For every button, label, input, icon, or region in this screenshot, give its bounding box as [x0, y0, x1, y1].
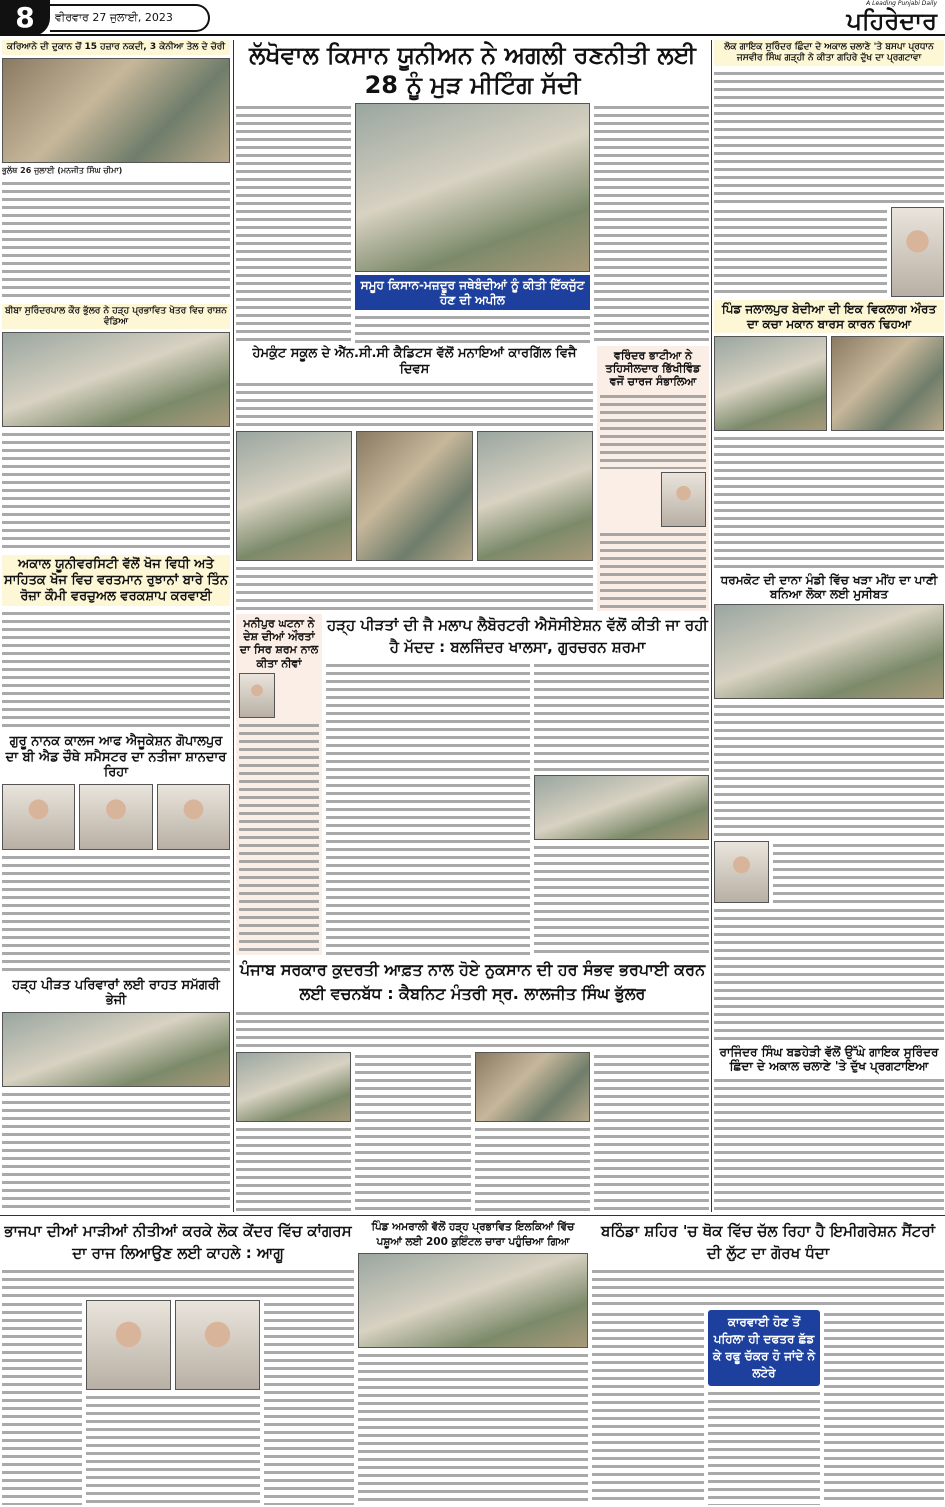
page-number: 8 — [0, 0, 50, 36]
article-text — [2, 609, 230, 731]
headline-akal-university: ਅਕਾਲ ਯੂਨੀਵਰਸਿਟੀ ਵੱਲੋਂ ਖੋਜ ਵਿਧੀ ਅਤੇ ਸਾਹਿਤਕ ਖੋਜ ਵਿਚ ਵਰਤਮਾਨ ਰੁਝਾਨਾਂ ਬਾਰੇ ਤਿੰਨ ਰੋਜ਼ਾ ਕੌਮੀ ਵਰਚੁਅਲ ਵਰਕਸ਼ਾਪ ਕਰਵਾਈ — [2, 555, 230, 606]
headline-jalalpur: ਪਿੰਡ ਜਲਾਲਪੁਰ ਬੇਦੀਆ ਦੀ ਇਕ ਵਿਕਲਾਗ ਔਰਤ ਦਾ ਕਚਾ ਮਕਾਨ ਬਾਰਸ ਕਾਰਨ ਢਿਹਆ — [714, 300, 944, 333]
headline-bsp-condolence: ਲੋਕ ਗਾਇਕ ਸੁਰਿੰਦਰ ਛਿੰਦਾ ਦੇ ਅਕਾਲ ਚਲਾਣੇ 'ਤੇ ਬਸਪਾ ਪ੍ਰਧਾਨ ਜਸਵੀਰ ਸਿੰਘ ਗੜ੍ਹੀ ਨੇ ਕੀਤਾ ਗਹਿਰੇ ਦੁੱਖ ਦਾ ਪ੍ਰਗਟਾਵਾ — [714, 40, 944, 66]
portrait — [2, 784, 75, 850]
lead-headline: ਲੱਖੋਵਾਲ ਕਿਸਾਨ ਯੂਨੀਅਨ ਨੇ ਅਗਲੀ ਰਣਨੀਤੀ ਲਈ 28 ਨੂੰ ਮੁੜ ਮੀਟਿੰਗ ਸੱਦੀ — [249, 41, 696, 99]
malap-body — [326, 661, 709, 955]
headline-shop-theft: ਕਰਿਆਨੇ ਦੀ ਦੁਕਾਨ ਚੋਂ 15 ਹਜ਼ਾਰ ਨਕਦੀ, 3 ਕੇਨੀਆ ਤੇਲ ਦੇ ਚੋਰੀ — [2, 40, 230, 55]
callout-box: ਕਾਰਵਾਈ ਹੋਣ ਤੋਂ ਪਹਿਲਾ ਹੀ ਦਫਤਰ ਛੱਡ ਕੇ ਰਫੂ ਚੱਕਰ ਹੋ ਜਾਂਦੇ ਨੇ ਲਟੇਰੇ — [708, 1310, 820, 1386]
article-text — [714, 434, 944, 570]
bottom-center — [358, 1220, 588, 1505]
photo-ncc-2 — [356, 431, 472, 561]
photo-minister-2 — [475, 1052, 590, 1122]
portrait — [714, 841, 769, 903]
photo-minister-1 — [236, 1052, 351, 1122]
article-text — [600, 530, 706, 608]
article-text — [355, 1052, 470, 1213]
article-text — [594, 103, 709, 343]
portrait — [239, 673, 275, 718]
article-text — [236, 1125, 351, 1213]
punjab-col — [475, 1052, 590, 1213]
article-text — [236, 564, 593, 611]
photo-fodder — [358, 1253, 588, 1348]
manipur-story — [236, 614, 322, 955]
article-text — [714, 702, 944, 838]
headline-amrali: ਪਿੰਡ ਅਮਰਾਲੀ ਵੱਲੋਂ ਹੜ੍ਹ ਪ੍ਰਭਾਵਿਤ ਇਲਕਿਆਂ ਵਿੱਚ ਪਸ਼ੂਆਂ ਲਈ 200 ਕੁਇੰਟਲ ਚਾਰਾ ਪਹੁੰਚਿਆ ਗਿਆ — [371, 1221, 575, 1248]
article-text — [824, 1310, 944, 1505]
portrait — [79, 784, 152, 850]
article-text — [594, 1052, 709, 1213]
headline-manipur: ਮਨੀਪੁਰ ਘਟਨਾ ਨੇ ਦੇਸ਼ ਦੀਆਂ ਔਰਤਾਂ ਦਾ ਸਿਰ ਸ਼ਰਮ ਨਾਲ ਕੀਤਾ ਨੀਵਾਂ — [239, 617, 319, 670]
article-text — [236, 380, 593, 427]
article-text — [592, 1267, 944, 1307]
headline-bathinda-immigration: ਬਠਿੰਡਾ ਸ਼ਹਿਰ 'ਚ ਥੋਕ ਵਿੱਚ ਚੱਲ ਰਿਹਾ ਹੈ ਇਮੀਗਰੇਸ਼ਨ ਸੈਂਟਰਾਂ ਦੀ ਲੁੱਟ ਦਾ ਗੋਰਖ ਧੰਦਾ — [601, 1222, 935, 1262]
photo-ration — [2, 332, 230, 427]
lead-story — [236, 103, 709, 343]
section-rule — [0, 1215, 945, 1216]
article-text — [86, 1393, 260, 1505]
article-text — [714, 69, 944, 205]
headline-guru-nanak-college: ਗੁਰੂ ਨਾਨਕ ਕਾਲਜ ਆਫ ਐਜੂਕੇਸ਼ਨ ਗੋਪਾਲਪੁਰ ਦਾ ਬੀ ਐਡ ਚੌਥੇ ਸਮੈਸਟਰ ਦਾ ਨਤੀਜਾ ਸ਼ਾਨਦਾਰ ਰਿਹਾ — [5, 734, 227, 781]
article-text — [773, 841, 944, 903]
portrait — [175, 1300, 260, 1390]
headline-punjab-govt: ਪੰਜਾਬ ਸਰਕਾਰ ਕੁਦਰਤੀ ਆਫ਼ਤ ਨਾਲ ਹੋਏ ਨੁਕਸਾਨ ਦੀ ਹਰ ਸੰਭਵ ਭਰਪਾਈ ਕਰਨ ਲਈ ਵਚਨਬੱਧ : ਕੈਬਨਿਟ ਮੰਤਰੀ ਸ੍ਰ. ਲਾਲਜੀਤ ਸਿੰਘ ਭੁੱਲਰ — [239, 959, 706, 1003]
malap-row — [236, 614, 709, 955]
article-text — [326, 661, 530, 955]
date: ਵੀਰਵਾਰ 27 ਜੁਲਾਈ, 2023 — [55, 11, 173, 24]
article-text — [592, 1310, 704, 1505]
bjp-portraits — [86, 1300, 260, 1505]
article-text — [2, 1267, 354, 1297]
portrait — [86, 1300, 171, 1390]
article-text — [714, 1076, 944, 1212]
article-text — [2, 179, 230, 301]
column-rule — [711, 40, 712, 1212]
article-text — [475, 1125, 590, 1213]
article-text — [2, 1090, 230, 1212]
lead-media — [355, 103, 590, 343]
headline-ration: ਬੀਬਾ ਸੁਰਿੰਦਰਪਾਲ ਕੌਰ ਭੁੱਲਰ ਨੇ ਹੜ੍ਹ ਪ੍ਰਭਾਵਿਤ ਖੇਤਰ ਵਿਚ ਰਾਸ਼ਨ ਵੰਡਿਆ — [2, 304, 230, 330]
article-text — [714, 207, 887, 297]
hemkunt-row — [236, 346, 709, 611]
dateline: ਭੁਲੱਥ 26 ਜੁਲਾਈ (ਮਨਜੀਤ ਸਿੰਘ ਚੀਮਾ) — [2, 165, 123, 175]
photo-house-1 — [714, 336, 827, 431]
headline-dharamkot: ਧਰਮਕੋਟ ਦੀ ਦਾਨਾ ਮੰਡੀ ਵਿੱਚ ਖੜਾ ਮੀਂਹ ਦਾ ਪਾਣੀ ਬਨਿਆ ਲੋਕਾ ਲਈ ਮੁਸੀਬਤ — [720, 572, 938, 601]
article-text — [600, 392, 706, 470]
masthead — [0, 0, 945, 36]
headline-bjp-congress: ਭਾਜਪਾ ਦੀਆਂ ਮਾੜੀਆਂ ਨੀਤੀਆਂ ਕਰਕੇ ਲੋਕ ਕੇਂਦਰ ਵਿੱਚ ਕਾਂਗਰਸ ਦਾ ਰਾਜ ਲਿਆਉਣ ਲਈ ਕਾਹਲੇ : ਆਗੂ — [4, 1222, 352, 1262]
varinder-story — [597, 346, 709, 611]
photo-house-2 — [831, 336, 944, 431]
headline-badheri: ਰਾਜਿੰਦਰ ਸਿੰਘ ਬਡਹੇੜੀ ਵੱਲੋਂ ਉੱਘੇ ਗਾਇਕ ਸੁਰਿੰਦਰ ਛਿੰਦਾ ਦੇ ਅਕਾਲ ਚਲਾਣੇ 'ਤੇ ਦੁੱਖ ਪ੍ਰਗਟਾਇਆ — [719, 1044, 939, 1073]
portrait-row — [86, 1300, 260, 1390]
malap-story — [326, 614, 709, 955]
left-column — [2, 40, 230, 1212]
article-text — [2, 853, 230, 975]
logo: ਪਹਿਰੇਦਾਰ — [846, 7, 937, 35]
article-text — [236, 1009, 709, 1049]
malap-media — [534, 661, 709, 955]
lead-banner: ਸਮੂਹ ਕਿਸਾਨ-ਮਜ਼ਦੂਰ ਜਥੇਬੰਦੀਆਂ ਨੂੰ ਕੀਤੀ ਇੱਕਜੁੱਟ ਹੋਣ ਦੀ ਅਪੀਲ — [355, 275, 590, 310]
center-column — [236, 40, 709, 1212]
right-column — [714, 40, 944, 1212]
bottom-right — [592, 1220, 944, 1505]
article-text — [714, 906, 944, 1042]
callout-col — [708, 1310, 820, 1505]
article-text — [2, 430, 230, 552]
column-rule — [233, 40, 234, 1212]
article-text — [236, 103, 351, 343]
article-text — [534, 843, 709, 954]
headline-malap: ਹੜ੍ਹ ਪੀੜਤਾਂ ਦੀ ਜੈ ਮਲਾਪ ਲੈਬੋਰਟਰੀ ਐਸੋਸੀਏਸ਼ਨ ਵੱਲੋਂ ਕੀਤੀ ਜਾ ਰਹੀ ਹੈ ਮੱਦਦ : ਬਲਜਿੰਦਰ ਖਾਲਸਾ, ਗੁਰਚਰਨ ਸ਼ਰਮਾ — [327, 616, 708, 656]
article-text — [355, 313, 590, 343]
donor-row — [714, 841, 944, 903]
tagline: A Leading Punjabi Daily — [866, 0, 937, 7]
article-text — [2, 1300, 82, 1505]
photo-grid — [236, 431, 593, 561]
hemkunt-story — [236, 346, 593, 611]
article-text — [534, 661, 709, 772]
photo-malap — [534, 775, 709, 840]
singer-row — [714, 207, 944, 297]
portrait-varinder — [661, 472, 706, 527]
headline-relief-material: ਹੜ੍ਹ ਪੀੜਤ ਪਰਿਵਾਰਾਂ ਲਈ ਰਾਹਤ ਸਮੱਗਰੀ ਭੇਜੀ — [12, 977, 220, 1009]
photo-ncc-1 — [236, 431, 352, 561]
portrait-row — [2, 784, 230, 850]
headline-varinder-bhatia: ਵਰਿੰਦਰ ਭਾਟੀਆ ਨੇ ਤਹਿਸੀਲਦਾਰ ਭਿੱਖੀਵਿੰਡ ਵਜੋਂ ਚਾਰਜ ਸੰਭਾਲਿਆ — [605, 349, 701, 389]
article-text — [708, 1389, 820, 1505]
photo-relief — [2, 1012, 230, 1087]
house-photos — [714, 336, 944, 431]
punjab-body — [236, 1052, 709, 1213]
article-text — [264, 1300, 354, 1505]
bathinda-body — [592, 1310, 944, 1505]
portrait — [157, 784, 230, 850]
photo-shop — [2, 58, 230, 163]
bjp-body — [2, 1300, 354, 1505]
photo-mandi-water — [714, 604, 944, 699]
photo-ncc-3 — [477, 431, 593, 561]
bottom-left — [2, 1220, 354, 1505]
headline-hemkunt: ਹੇਮਕੁੰਟ ਸਕੂਲ ਦੇ ਐੱਨ.ਸੀ.ਸੀ ਕੈਡਿਟਸ ਵੱਲੋਂ ਮਨਾਇਆਂ ਕਾਰਗਿੱਲ ਵਿਜੈ ਦਿਵਸ — [252, 346, 577, 377]
article-text — [358, 1351, 588, 1505]
article-text — [239, 721, 319, 952]
punjab-col — [236, 1052, 351, 1213]
portrait-singer — [891, 207, 944, 297]
photo-farmers-meeting — [355, 103, 590, 272]
